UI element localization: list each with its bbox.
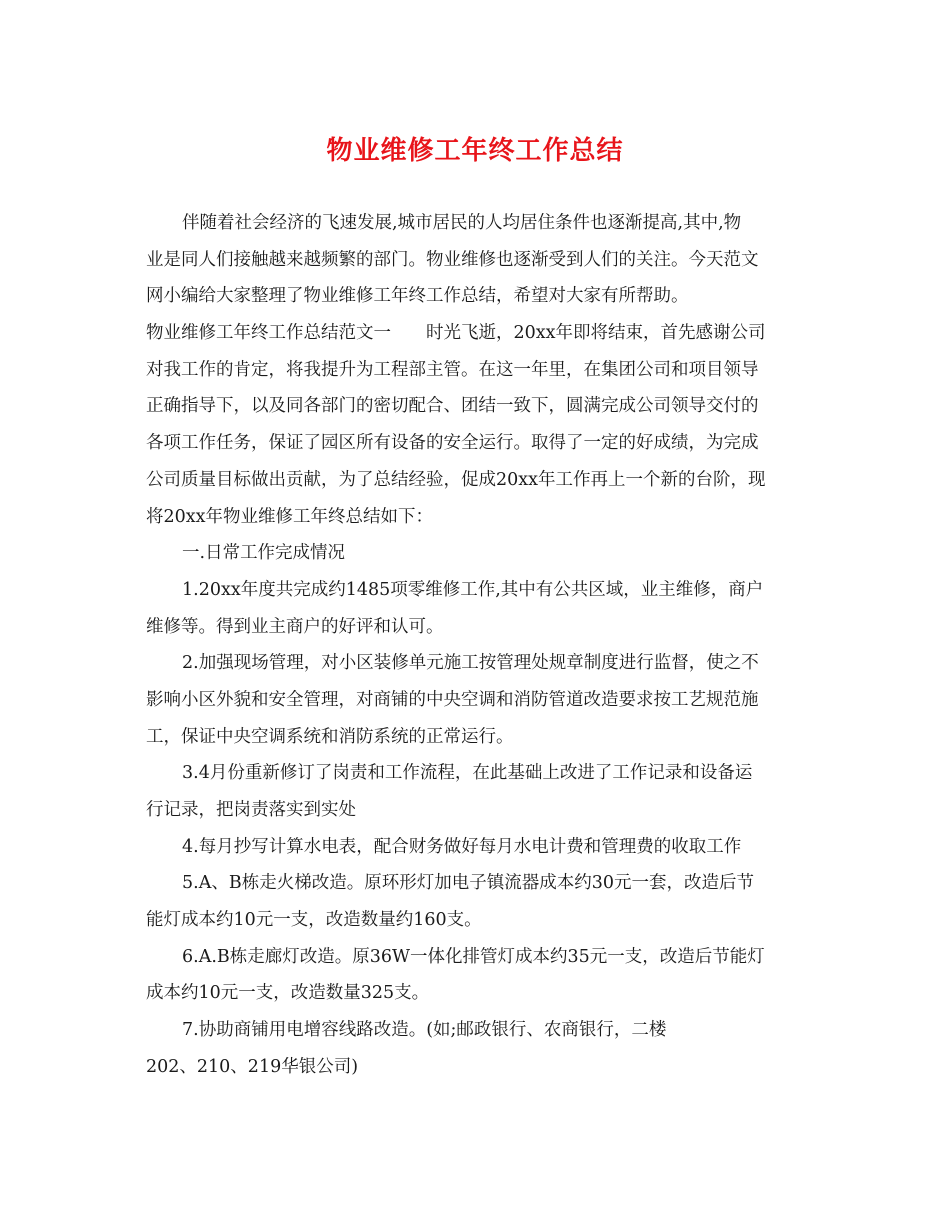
- list-item-line: 行记录，把岗责落实到实处: [146, 800, 356, 820]
- paragraph-line: 伴随着社会经济的飞速发展,城市居民的人均居住条件也逐渐提高,其中,物: [182, 213, 742, 233]
- list-item-line: 7.协助商铺用电增容线路改造。(如;邮政银行、农商银行，二楼: [182, 1020, 667, 1041]
- paragraph-line: 正确指导下，以及同各部门的密切配合、团结一致下，圆满完成公司领导交付的: [146, 396, 759, 417]
- paragraph-line: 公司质量目标做出贡献，为了总结经验，促成20xx年工作再上一个新的台阶，现: [146, 469, 766, 490]
- list-item-line: 能灯成本约10元一支，改造数量约160支。: [146, 910, 482, 931]
- list-item-line: 202、210、219华银公司): [146, 1056, 359, 1077]
- paragraph-line: 网小编给大家整理了物业维修工年终工作总结，希望对大家有所帮助。: [146, 286, 689, 307]
- list-item-line: 6.A.B栋走廊灯改造。原36W一体化排管灯成本约35元一支，改造后节能灯: [182, 946, 765, 967]
- list-item-line: 4.每月抄写计算水电表，配合财务做好每月水电计费和管理费的收取工作: [182, 836, 742, 857]
- list-item-line: 3.4月份重新修订了岗责和工作流程，在此基础上改进了工作记录和设备运: [182, 763, 753, 784]
- list-item-line: 5.A、B栋走火梯改造。原环形灯加电子镇流器成本约30元一套，改造后节: [182, 873, 754, 894]
- list-item-line: 成本约10元一支，改造数量325支。: [146, 983, 430, 1004]
- paragraph-line: 物业维修工年终工作总结范文一 时光飞逝，20xx年即将结束，首先感谢公司: [146, 323, 766, 344]
- paragraph-line: 将20xx年物业维修工年终总结如下：: [146, 506, 434, 527]
- list-item-line: 影响小区外貌和安全管理，对商铺的中央空调和消防管道改造要求按工艺规范施: [146, 689, 759, 710]
- document-body: [146, 205, 806, 1086]
- document-title: 物业维修工年终工作总结: [326, 136, 624, 166]
- paragraph-line: 业是同人们接触越来越频繁的部门。物业维修也逐渐受到人们的关注。今天范文: [146, 249, 759, 270]
- paragraph-line: 对我工作的肯定，将我提升为工程部主管。在这一年里，在集团公司和项目领导: [146, 359, 759, 380]
- section-heading: 一.日常工作完成情况: [182, 543, 346, 564]
- list-item-line: 1.20xx年度共完成约1485项零维修工作,其中有公共区域，业主维修，商户: [182, 579, 764, 600]
- list-item-line: 工，保证中央空调系统和消防系统的正常运行。: [146, 726, 514, 747]
- list-item-line: 2.加强现场管理，对小区装修单元施工按管理处规章制度进行监督，使之不: [182, 653, 759, 674]
- paragraph-line: 各项工作任务，保证了园区所有设备的安全运行。取得了一定的好成绩，为完成: [146, 433, 759, 454]
- list-item-line: 维修等。得到业主商户的好评和认可。: [146, 616, 444, 637]
